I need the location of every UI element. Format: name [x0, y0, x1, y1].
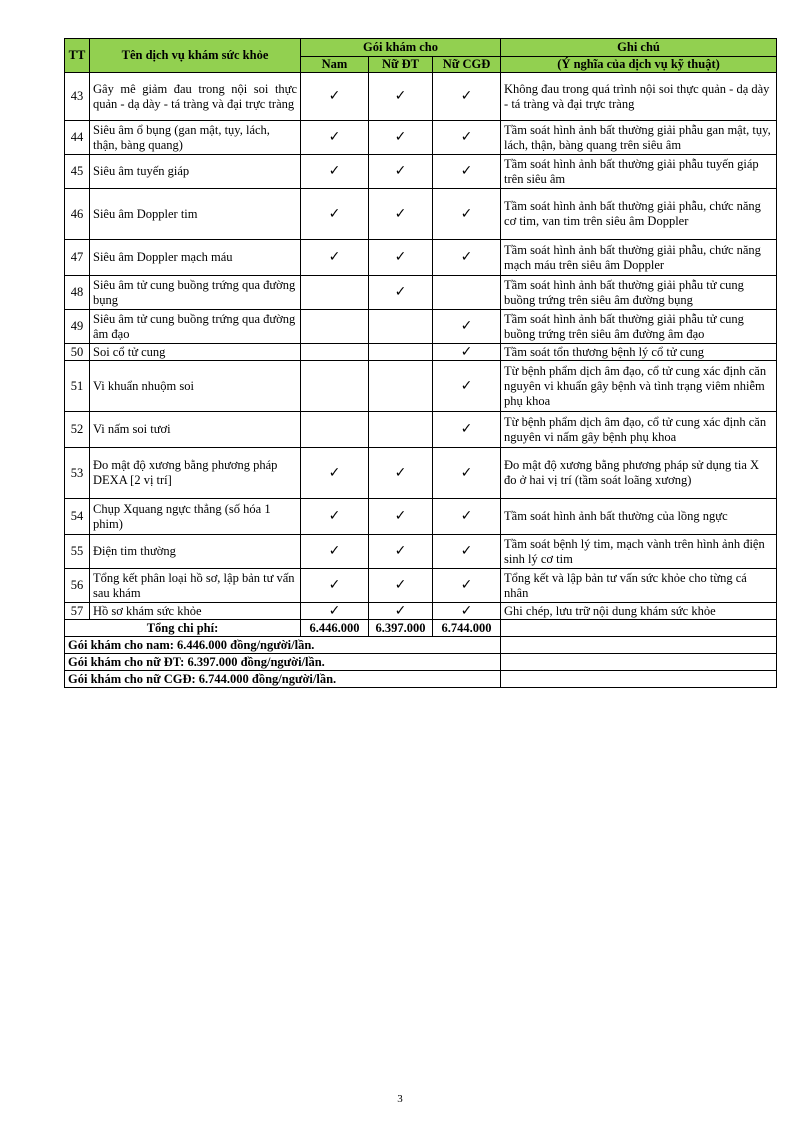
check-female-dt: ✓: [369, 603, 433, 620]
service-name: Siêu âm tử cung buồng trứng qua đường bụng: [90, 276, 301, 310]
table-row: [65, 603, 777, 620]
table-row: [65, 499, 777, 535]
check-male: [301, 412, 369, 448]
summary-row: [65, 637, 777, 654]
table-row: [65, 240, 777, 276]
check-female-cgd: ✓: [433, 499, 501, 535]
check-male: ✓: [301, 448, 369, 499]
service-name: Hồ sơ khám sức khỏe: [90, 603, 301, 620]
table-row: [65, 535, 777, 569]
check-male: ✓: [301, 569, 369, 603]
total-label: Tổng chi phí:: [65, 620, 301, 637]
summary-note-empty: [501, 671, 777, 688]
check-male: ✓: [301, 73, 369, 121]
row-number: 56: [65, 569, 90, 603]
header-tt: TT: [65, 39, 90, 73]
service-name: Điện tim thường: [90, 535, 301, 569]
table-row: [65, 344, 777, 361]
service-name: Siêu âm tử cung buồng trứng qua đường âm đạo: [90, 310, 301, 344]
table-row: [65, 310, 777, 344]
service-note: Tầm soát tổn thương bệnh lý cổ tử cung: [501, 344, 777, 361]
check-male: [301, 310, 369, 344]
service-note: Tầm soát hình ảnh bất thường giải phẫu, chức năng cơ tim, van tim trên siêu âm Doppler: [501, 189, 777, 240]
check-female-cgd: ✓: [433, 189, 501, 240]
check-female-dt: ✓: [369, 499, 433, 535]
row-number: 44: [65, 121, 90, 155]
service-name: Vi khuẩn nhuộm soi: [90, 361, 301, 412]
total-note-empty: [501, 620, 777, 637]
services-table: [64, 38, 777, 688]
service-name: Siêu âm ổ bụng (gan mật, tụy, lách, thận, bàng quang): [90, 121, 301, 155]
service-name: Siêu âm tuyến giáp: [90, 155, 301, 189]
service-name: Chụp Xquang ngực thẳng (số hóa 1 phim): [90, 499, 301, 535]
check-female-cgd: ✓: [433, 535, 501, 569]
check-male: ✓: [301, 189, 369, 240]
check-male: ✓: [301, 499, 369, 535]
check-female-cgd: ✓: [433, 310, 501, 344]
header-note-subtitle: (Ý nghĩa của dịch vụ kỹ thuật): [501, 57, 777, 73]
row-number: 46: [65, 189, 90, 240]
check-female-dt: ✓: [369, 121, 433, 155]
check-male: [301, 276, 369, 310]
service-note: Từ bệnh phẩm dịch âm đạo, cổ tử cung xác định căn nguyên vi khuẩn gây bệnh và tình trạng viêm nhiễm phụ khoa: [501, 361, 777, 412]
service-name: Siêu âm Doppler mạch máu: [90, 240, 301, 276]
check-female-dt: ✓: [369, 240, 433, 276]
service-name: Soi cổ tử cung: [90, 344, 301, 361]
check-female-cgd: [433, 276, 501, 310]
page-number: 3: [397, 1093, 403, 1105]
header-service: Tên dịch vụ khám sức khỏe: [90, 39, 301, 73]
row-number: 54: [65, 499, 90, 535]
header-package-for: Gói khám cho: [301, 39, 501, 57]
check-female-cgd: ✓: [433, 73, 501, 121]
service-note: Tầm soát hình ảnh bất thường giải phẫu tử cung buồng trứng trên siêu âm đường âm đạo: [501, 310, 777, 344]
service-note: Ghi chép, lưu trữ nội dung khám sức khỏe: [501, 603, 777, 620]
check-male: [301, 344, 369, 361]
row-number: 43: [65, 73, 90, 121]
check-female-cgd: ✓: [433, 155, 501, 189]
summary-note-empty: [501, 637, 777, 654]
table-row: [65, 361, 777, 412]
row-number: 53: [65, 448, 90, 499]
check-male: ✓: [301, 155, 369, 189]
service-note: Tầm soát hình ảnh bất thường giải phẫu tử cung buồng trứng trên siêu âm đường bụng: [501, 276, 777, 310]
check-male: ✓: [301, 535, 369, 569]
service-name: Đo mật độ xương bằng phương pháp DEXA [2 vị trí]: [90, 448, 301, 499]
check-male: [301, 361, 369, 412]
table-row: [65, 121, 777, 155]
check-male: ✓: [301, 603, 369, 620]
service-name: Vi nấm soi tươi: [90, 412, 301, 448]
row-number: 49: [65, 310, 90, 344]
check-female-cgd: ✓: [433, 448, 501, 499]
service-note: Tổng kết và lập bản tư vấn sức khỏe cho từng cá nhân: [501, 569, 777, 603]
summary-male: Gói khám cho nam: 6.446.000 đồng/người/lần.: [65, 637, 501, 654]
row-number: 51: [65, 361, 90, 412]
service-note: Tầm soát hình ảnh bất thường giải phẫu, chức năng mạch máu trên siêu âm Doppler: [501, 240, 777, 276]
summary-female-dt: Gói khám cho nữ ĐT: 6.397.000 đồng/người/lần.: [65, 654, 501, 671]
table-row: [65, 412, 777, 448]
summary-female-cgd: Gói khám cho nữ CGĐ: 6.744.000 đồng/người/lần.: [65, 671, 501, 688]
total-male: 6.446.000: [301, 620, 369, 637]
table-row: [65, 189, 777, 240]
service-name: Siêu âm Doppler tim: [90, 189, 301, 240]
total-row: [65, 620, 777, 637]
row-number: 50: [65, 344, 90, 361]
service-name: Gây mê giảm đau trong nội soi thực quản - dạ dày - tá tràng và đại trực tràng: [90, 73, 301, 121]
service-note: Đo mật độ xương bằng phương pháp sử dụng tia X đo ở hai vị trí (tầm soát loãng xương): [501, 448, 777, 499]
total-female-dt: 6.397.000: [369, 620, 433, 637]
header-male: Nam: [301, 57, 369, 73]
table-row: [65, 155, 777, 189]
check-male: ✓: [301, 240, 369, 276]
check-female-cgd: ✓: [433, 603, 501, 620]
summary-row: [65, 654, 777, 671]
row-number: 47: [65, 240, 90, 276]
table-row: [65, 73, 777, 121]
check-female-cgd: ✓: [433, 240, 501, 276]
check-female-cgd: ✓: [433, 412, 501, 448]
check-female-cgd: ✓: [433, 344, 501, 361]
check-female-dt: ✓: [369, 73, 433, 121]
check-female-cgd: ✓: [433, 121, 501, 155]
service-note: Tầm soát bệnh lý tim, mạch vành trên hình ảnh điện sinh lý cơ tim: [501, 535, 777, 569]
service-name: Tổng kết phân loại hồ sơ, lập bản tư vấn sau khám: [90, 569, 301, 603]
summary-row: [65, 671, 777, 688]
table-row: [65, 276, 777, 310]
check-female-dt: ✓: [369, 155, 433, 189]
check-female-dt: [369, 412, 433, 448]
check-male: ✓: [301, 121, 369, 155]
service-note: Từ bệnh phẩm dịch âm đạo, cổ tử cung xác định căn nguyên vi nấm gây bệnh phụ khoa: [501, 412, 777, 448]
check-female-dt: ✓: [369, 535, 433, 569]
check-female-cgd: ✓: [433, 569, 501, 603]
check-female-dt: [369, 344, 433, 361]
check-female-dt: ✓: [369, 448, 433, 499]
header-note-title: Ghi chú: [501, 39, 777, 57]
row-number: 45: [65, 155, 90, 189]
row-number: 57: [65, 603, 90, 620]
row-number: 55: [65, 535, 90, 569]
header-female-dt: Nữ ĐT: [369, 57, 433, 73]
summary-note-empty: [501, 654, 777, 671]
check-female-dt: ✓: [369, 189, 433, 240]
service-note: Không đau trong quá trình nội soi thực quản - dạ dày - tá tràng và đại trực tràng: [501, 73, 777, 121]
check-female-dt: [369, 310, 433, 344]
service-note: Tầm soát hình ảnh bất thường giải phẫu tuyến giáp trên siêu âm: [501, 155, 777, 189]
check-female-cgd: ✓: [433, 361, 501, 412]
row-number: 48: [65, 276, 90, 310]
header-female-cgd: Nữ CGĐ: [433, 57, 501, 73]
service-note: Tầm soát hình ảnh bất thường giải phẫu gan mật, tụy, lách, thận, bàng quang trên siêu âm: [501, 121, 777, 155]
total-female-cgd: 6.744.000: [433, 620, 501, 637]
check-female-dt: [369, 361, 433, 412]
table-row: [65, 448, 777, 499]
service-note: Tầm soát hình ảnh bất thường của lồng ngực: [501, 499, 777, 535]
row-number: 52: [65, 412, 90, 448]
check-female-dt: ✓: [369, 569, 433, 603]
table-row: [65, 569, 777, 603]
check-female-dt: ✓: [369, 276, 433, 310]
